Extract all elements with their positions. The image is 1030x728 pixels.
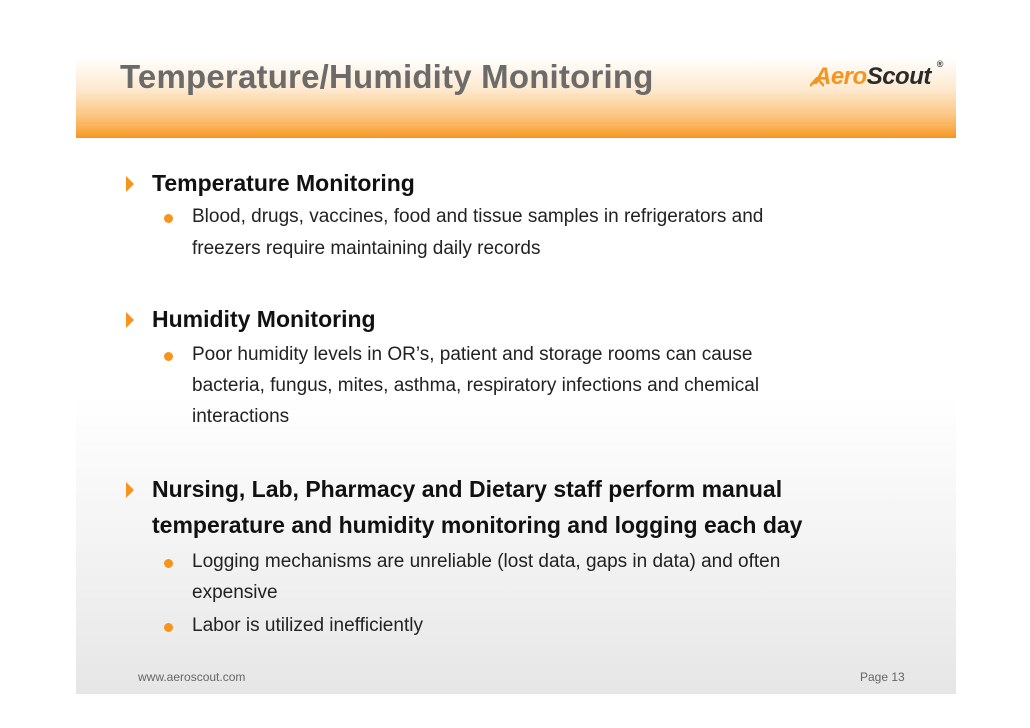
bullet-dot-icon bbox=[164, 352, 173, 361]
bullet-text-line: Labor is utilized inefficiently bbox=[192, 615, 423, 636]
bullet-text-line: interactions bbox=[192, 406, 290, 427]
logo-part-aero: Aero bbox=[814, 63, 867, 90]
section-heading-humidity: Humidity Monitoring bbox=[152, 306, 376, 332]
bullet-dot-icon bbox=[164, 623, 173, 632]
bullet-text-line: Poor humidity levels in OR’s, patient and storage rooms can cause bbox=[192, 344, 753, 365]
section-heading-staff: Nursing, Lab, Pharmacy and Dietary staff perform manual bbox=[152, 476, 783, 502]
section-arrow-icon bbox=[126, 176, 134, 192]
bullet-text-line: freezers require maintaining daily records bbox=[192, 238, 541, 259]
bullet-text-line: bacteria, fungus, mites, asthma, respiratory infections and chemical bbox=[192, 375, 760, 396]
section-arrow-icon bbox=[126, 482, 134, 498]
slide-title: Temperature/Humidity Monitoring bbox=[120, 58, 654, 95]
section-arrow-icon bbox=[126, 312, 134, 328]
footer-page-number: Page 13 bbox=[860, 670, 905, 684]
bullet-dot-icon bbox=[164, 214, 173, 223]
bullet-text-line: Blood, drugs, vaccines, food and tissue samples in refrigerators and bbox=[192, 206, 764, 227]
slide bbox=[76, 30, 956, 694]
footer-website: www.aeroscout.com bbox=[138, 670, 246, 684]
section-heading-temperature: Temperature Monitoring bbox=[152, 170, 415, 196]
bullet-text-line: expensive bbox=[192, 582, 278, 603]
bullet-dot-icon bbox=[164, 559, 173, 568]
slide-content bbox=[76, 30, 956, 694]
logo-registered-mark: ® bbox=[936, 59, 943, 69]
bullet-text-line: Logging mechanisms are unreliable (lost data, gaps in data) and often bbox=[192, 551, 781, 572]
section-heading-staff-line-2: temperature and humidity monitoring and logging each day bbox=[152, 512, 803, 538]
logo-part-scout: Scout bbox=[866, 63, 931, 90]
